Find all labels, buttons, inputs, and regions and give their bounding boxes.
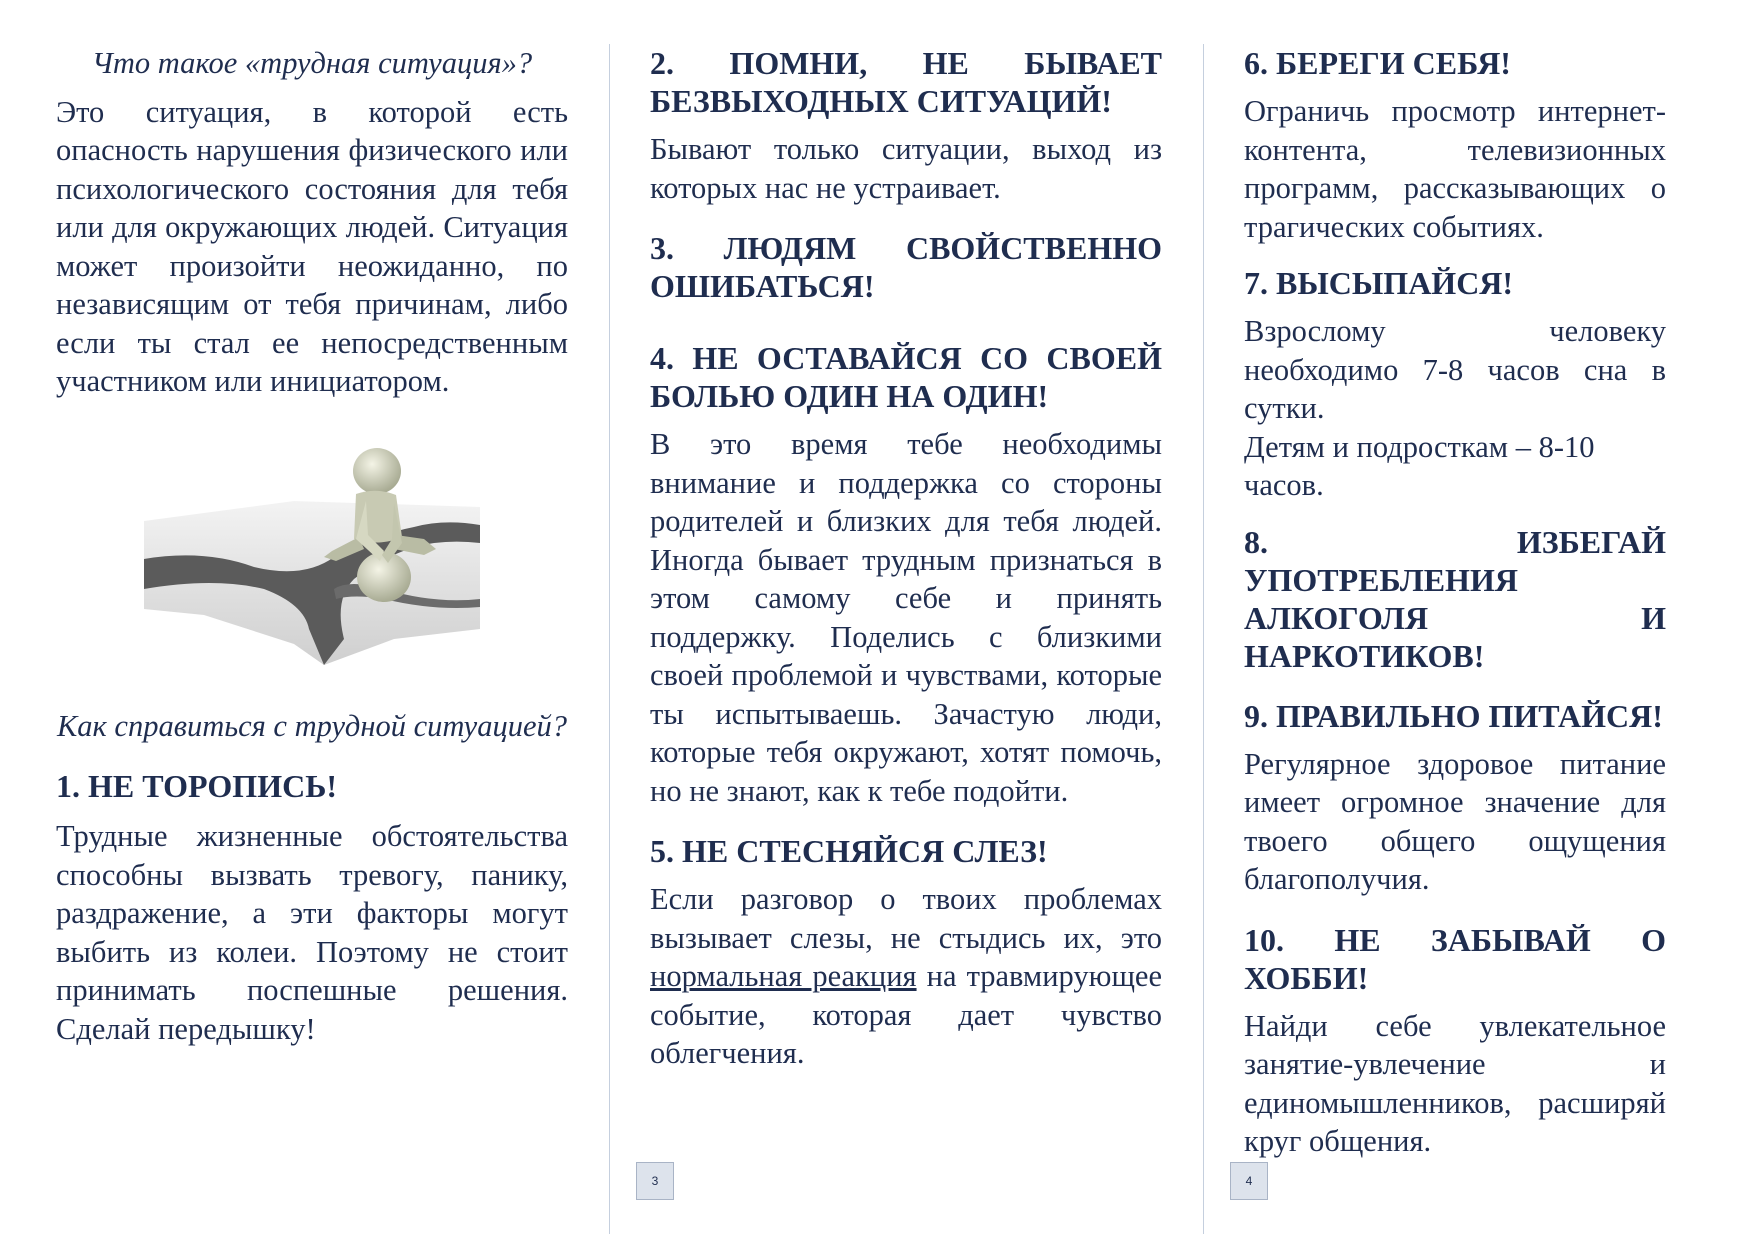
- tip-paragraph-5-underlined: нормальная реакция: [650, 959, 917, 993]
- column-2: [650, 44, 1162, 1073]
- column-1: [56, 44, 568, 1048]
- tip-paragraph-4: В это время тебе необходимы внимание и поддержка со стороны родителей и близких для тебя людей. Иногда бывает трудным признаться в этом самому себе и принять поддержку. Поделись с близкими своей проблемой и чувствами, которые ты испытываешь. Зачастую люди, которые тебя окружают, хотят помочь, но не знают, как к тебе подойти.: [650, 427, 1162, 808]
- page-number-4: 4: [1230, 1162, 1268, 1200]
- tip-paragraph-5: [650, 880, 1162, 1073]
- tip-heading-9: 9. ПРАВИЛЬНО ПИТАЙСЯ!: [1244, 697, 1663, 734]
- page-number-3: 3: [636, 1162, 674, 1200]
- tip-heading-8: 8. ИЗБЕГАЙ УПОТРЕБЛЕНИЯ АЛКОГОЛЯ И НАРКОТИКОВ!: [1244, 523, 1666, 674]
- tip-heading-3: 3. ЛЮДЯМ СВОЙСТВЕННО ОШИБАТЬСЯ!: [650, 230, 1162, 304]
- tip-paragraph-6: Ограничь просмотр интернет-контента, телевизионных программ, рассказывающих о трагических событиях.: [1244, 94, 1666, 244]
- tip-heading-7: 7. ВЫСЫПАЙСЯ!: [1244, 265, 1514, 301]
- tip-paragraph-2: Бывают только ситуации, выход из которых нас не устраивает.: [650, 132, 1162, 205]
- tip-paragraph-5-part-1: Если разговор о твоих проблемах вызывает слезы, не стыдись их, это: [650, 882, 1162, 955]
- tip-heading-6: 6. БЕРЕГИ СЕБЯ!: [1244, 45, 1511, 81]
- tip-paragraph-1: Трудные жизненные обстоятельства способны вызвать тревогу, панику, раздражение, а эти факторы могут выбить из колеи. Поэтому не стоит принимать поспешные решения. Сделай передышку!: [56, 819, 568, 1046]
- question-heading-1: Что такое «трудная ситуация»?: [91, 46, 533, 80]
- tip-heading-5: 5. НЕ СТЕСНЯЙСЯ СЛЕЗ!: [650, 833, 1048, 869]
- tip-heading-10: 10. НЕ ЗАБЫВАЙ О ХОББИ!: [1244, 921, 1666, 996]
- question-heading-2: Как справиться с трудной ситуацией?: [57, 708, 567, 743]
- tip-heading-2: 2. ПОМНИ, НЕ БЫВАЕТ БЕЗВЫХОДНЫХ СИТУАЦИЙ!: [650, 45, 1162, 119]
- tip-paragraph-9: Регулярное здоровое питание имеет огромное значение для твоего общего ощущения благополучия.: [1244, 746, 1666, 896]
- tip-paragraph-7b: Детям и подросткам – 8-10 часов.: [1244, 429, 1595, 502]
- column-3: [1244, 44, 1666, 1161]
- tip-heading-1: 1. НЕ ТОРОПИСЬ!: [56, 768, 337, 804]
- illustration-image: [144, 439, 480, 665]
- column-divider-right: [1203, 44, 1204, 1234]
- tip-paragraph-10: Найди себе увлекательное занятие-увлечение и единомышленников, расширяй круг общения.: [1244, 1008, 1666, 1158]
- paragraph-definition: Это ситуация, в которой есть опасность нарушения физического или психологического состояния для тебя или для окружающих людей. Ситуация может произойти неожиданно, по независящим от тебя причинам, либо если ты стал ее непосредственным участником или инициатором.: [56, 94, 568, 398]
- column-divider-left: [609, 44, 610, 1234]
- tip-paragraph-5-part-2: на травмирующее событие, которая дает чувство облегчения.: [650, 959, 1162, 1070]
- tip-paragraph-7a: Взрослому человеку необходимо 7-8 часов сна в сутки.: [1244, 314, 1666, 425]
- tip-heading-4: 4. НЕ ОСТАВАЙСЯ СО СВОЕЙ БОЛЬЮ ОДИН НА ОДИН!: [650, 340, 1162, 414]
